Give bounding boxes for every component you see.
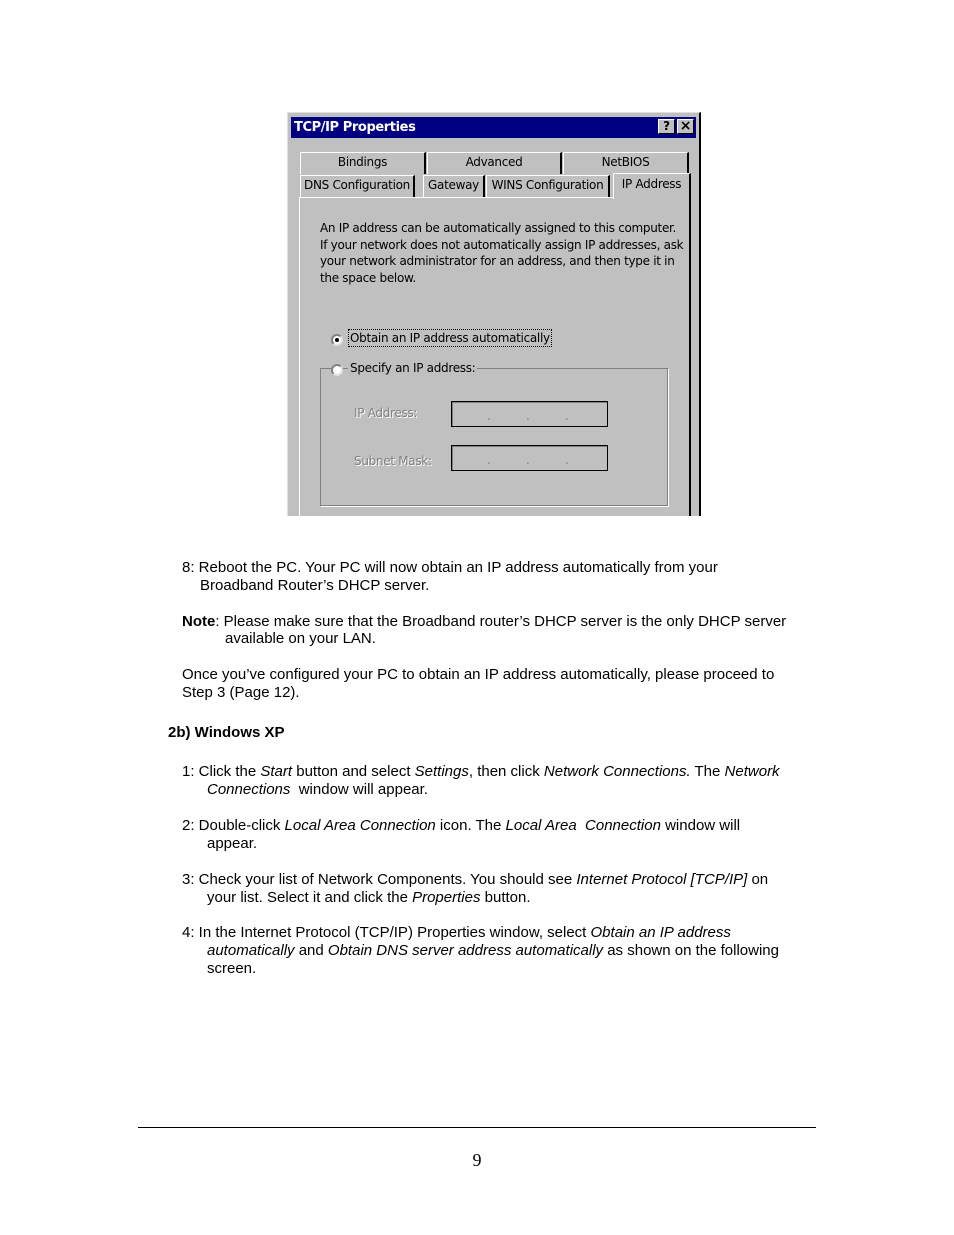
tcpip-properties-dialog [287,112,701,516]
text: button. [480,889,531,906]
intro-line: If your network does not automatically assign IP addresses, ask [320,237,684,252]
once-line2: Step 3 (Page 12). [182,684,300,701]
text: 2: Double-click [182,817,285,834]
tab-bindings[interactable]: Bindings [300,152,426,174]
step4-line2 [207,942,779,960]
obtain-ip-label[interactable]: Obtain an IP address automatically [350,331,550,345]
footer-rule [138,1127,816,1128]
close-icon[interactable]: × [677,119,694,134]
text: Obtain an IP address [590,924,731,941]
help-icon[interactable]: ? [658,119,675,134]
subnet-mask-label: Subnet Mask: [354,454,432,468]
text: on [747,871,769,888]
step2-line2: appear. [207,835,258,852]
note-line2: available on your LAN. [225,630,376,647]
ip-address-label: IP Address: [354,406,418,420]
text: 3: Check your list of Network Components. You should see [182,871,577,888]
text: 1: Click the [182,763,261,780]
subnet-mask-field[interactable] [451,445,608,471]
text: The [690,763,725,780]
octet-dot: . [487,409,491,423]
intro-line: your network administrator for an address, and then type it in [320,254,675,268]
octet-dot: . [526,453,530,467]
once-line1: Once you’ve configured your PC to obtain an IP address automatically, please proceed to [182,666,775,683]
tab-ip-address[interactable]: IP Address [613,173,691,199]
text: Network Connections. [543,763,691,780]
radio-selected-dot [335,338,339,342]
text: window will [660,817,741,834]
step8-line2: Broadband Router’s DHCP server. [200,577,430,594]
text: , then click [468,763,544,780]
octet-dot: . [526,409,530,423]
ip-address-field[interactable] [451,401,608,427]
step3-line2 [207,889,531,907]
text: and [294,942,328,959]
dialog-titlebar [291,117,696,138]
octet-dot: . [565,453,569,467]
text: button and select [292,763,415,780]
section-heading: 2b) Windows XP [168,724,285,741]
tab-netbios[interactable]: NetBIOS [563,152,689,174]
intro-text [320,220,684,286]
specify-ip-label[interactable]: Specify an IP address: [350,361,476,375]
text: 4: In the Internet Protocol (TCP/IP) Properties window, select [182,924,591,941]
step4-line3: screen. [207,960,257,977]
text: icon. The [435,817,506,834]
tab-wins-configuration[interactable]: WINS Configuration [486,175,610,197]
text: automatically [207,942,295,959]
step8-line1: 8: Reboot the PC. Your PC will now obtain an IP address automatically from your [182,559,718,576]
step2-line1 [182,817,740,835]
text: Properties [412,889,481,906]
text: your list. Select it and click the [207,889,413,906]
text: Local Area Connection [505,817,661,834]
specify-ip-groupbox [320,368,668,506]
step1-line1 [182,763,780,781]
dialog-title: TCP/IP Properties [294,120,416,135]
text: Internet Protocol [TCP/IP] [576,871,748,888]
text: Obtain DNS server address automatically [327,942,604,959]
specify-ip-radio[interactable] [331,364,343,376]
octet-dot: . [565,409,569,423]
note-text: : Please make sure that the Broadband router’s DHCP server is the only DHCP server [215,613,787,630]
text: window will appear. [290,781,428,798]
obtain-ip-radio[interactable] [331,334,343,346]
step3-line1 [182,871,768,889]
note-line1 [182,613,786,631]
intro-line: An IP address can be automatically assigned to this computer. [320,221,677,235]
tab-gateway[interactable]: Gateway [423,175,485,197]
text: as shown on the following [603,942,779,959]
tab-advanced[interactable]: Advanced [427,152,562,174]
tab-dns-configuration[interactable]: DNS Configuration [300,175,415,197]
ip-address-panel [299,197,691,516]
text: Connections [207,781,291,798]
text: Start [260,763,293,780]
text: Local Area Connection [284,817,436,834]
note-label: Note [182,613,216,630]
step4-line1 [182,924,731,942]
text: Network [724,763,780,780]
intro-line: the space below. [320,270,416,285]
octet-dot: . [487,453,491,467]
step1-line2 [207,781,428,799]
page-number: 9 [472,1150,482,1170]
text: Settings [414,763,469,780]
